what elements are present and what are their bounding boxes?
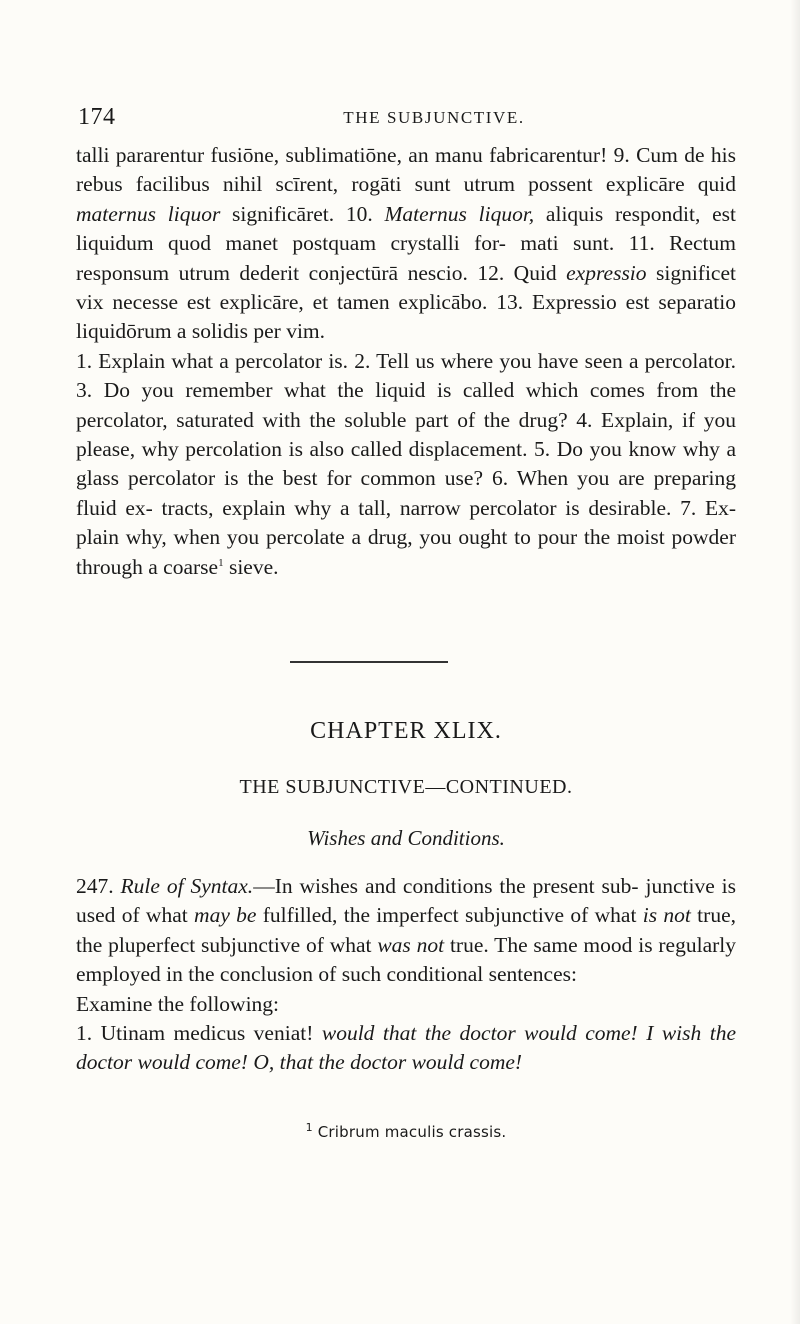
question-line: the drug? 4. Explain, if you please, why percolation is also xyxy=(76,407,736,462)
latin-line: significāret. 10. xyxy=(220,201,385,226)
footnote-ref: 1 xyxy=(218,556,224,569)
rule-line: fulfilled, the imperfect subjunctive xyxy=(256,903,565,928)
rule-emphasis: not xyxy=(416,932,445,957)
latin-text xyxy=(76,141,736,347)
examine-text: Examine the following: xyxy=(76,991,280,1016)
footnote xyxy=(76,1123,736,1141)
section-heading: Wishes and Conditions. xyxy=(307,826,505,850)
rule-emphasis: is xyxy=(642,903,658,928)
rule-emphasis: was xyxy=(377,932,411,957)
page-number: 174 xyxy=(78,104,116,130)
footnote-marker: 1 xyxy=(305,1121,313,1134)
example-line xyxy=(76,1019,736,1078)
question-line: seen a percolator. 3. Do you remember what the liquid is called xyxy=(76,348,736,403)
latin-line: talli pararentur fusiōne, sublimatiōne, an manu fabricarentur! 9. xyxy=(76,143,630,167)
question-line: which comes from the percolator, saturated with the soluble part of xyxy=(76,378,737,432)
latin-line: explicāre quid xyxy=(605,172,737,197)
question-line: tracts, explain why a tall, narrow percolator is desirable. 7. Ex- xyxy=(161,495,736,520)
question-line: powder through a coarse xyxy=(76,525,736,579)
rule-line: true, the pluperfect subjunctive of what xyxy=(76,903,736,957)
question-line: 1. Explain what a percolator is. 2. Tell us where you have xyxy=(76,348,579,373)
latin-term: Maternus liquor, xyxy=(384,201,535,226)
latin-paragraph xyxy=(76,141,736,582)
rule-emphasis: may be xyxy=(194,903,257,928)
rule-line: true. The same mood is regularly employed in the conclusion of xyxy=(76,932,736,987)
question-line: called displacement. 5. Do you know why a glass percolator is xyxy=(76,437,736,491)
rule-emphasis: not xyxy=(663,903,691,928)
chapter-subtitle: THE SUBJUNCTIVE—CONTINUED. xyxy=(239,776,573,798)
latin-line: mati sunt. 11. Rectum responsum utrum dederit conjectūrā xyxy=(76,231,736,285)
english-questions xyxy=(76,347,736,582)
latin-line: Cum de his rebus facilibus nihil scīrent, rogāti sunt utrum possent xyxy=(76,143,737,197)
chapter-title: CHAPTER XLIX. xyxy=(310,718,502,744)
rule-paragraph xyxy=(76,872,736,1078)
page-edge-shadow xyxy=(790,0,800,1324)
rule-line: —In wishes and conditions the present sub- xyxy=(253,874,639,898)
latin-term: expressio xyxy=(566,260,647,285)
rule-line: junctive is used of what xyxy=(76,874,737,928)
rule-line: of what xyxy=(570,903,643,928)
paragraph-number: 247. xyxy=(76,874,121,898)
latin-line: per vim. xyxy=(253,319,326,344)
latin-line: aliquis respondit, est liquidum quod manet postquam crystalli for- xyxy=(76,201,736,256)
latin-term: maternus liquor xyxy=(76,201,221,226)
rule-label: Rule of Syntax. xyxy=(120,874,254,898)
question-line: sieve. xyxy=(223,554,279,579)
latin-line: tamen explicābo. 13. Expressio est separatio liquidōrum a solidis xyxy=(76,290,737,344)
question-line: the best for common use? 6. When you are preparing fluid ex- xyxy=(76,466,736,520)
examine-line xyxy=(76,990,736,1019)
latin-line: significet vix necesse est explicāre, et xyxy=(76,260,736,315)
rule-text xyxy=(76,872,736,990)
example-translation: I wish the doctor would come! O, that the doctor would come! xyxy=(76,1021,737,1075)
section-divider xyxy=(290,661,448,663)
running-head xyxy=(78,104,730,134)
latin-line: nescio. 12. Quid xyxy=(407,260,567,285)
example-translation: would that the doctor would come! xyxy=(321,1021,638,1046)
rule-line: such conditional sentences: xyxy=(341,962,577,987)
example-latin: 1. Utinam medicus veniat! xyxy=(76,1021,322,1046)
running-title: THE SUBJUNCTIVE. xyxy=(343,108,525,127)
footnote-text: Cribrum maculis crassis. xyxy=(312,1123,507,1141)
question-line: plain why, when you percolate a drug, you ought to pour the moist xyxy=(76,525,665,550)
